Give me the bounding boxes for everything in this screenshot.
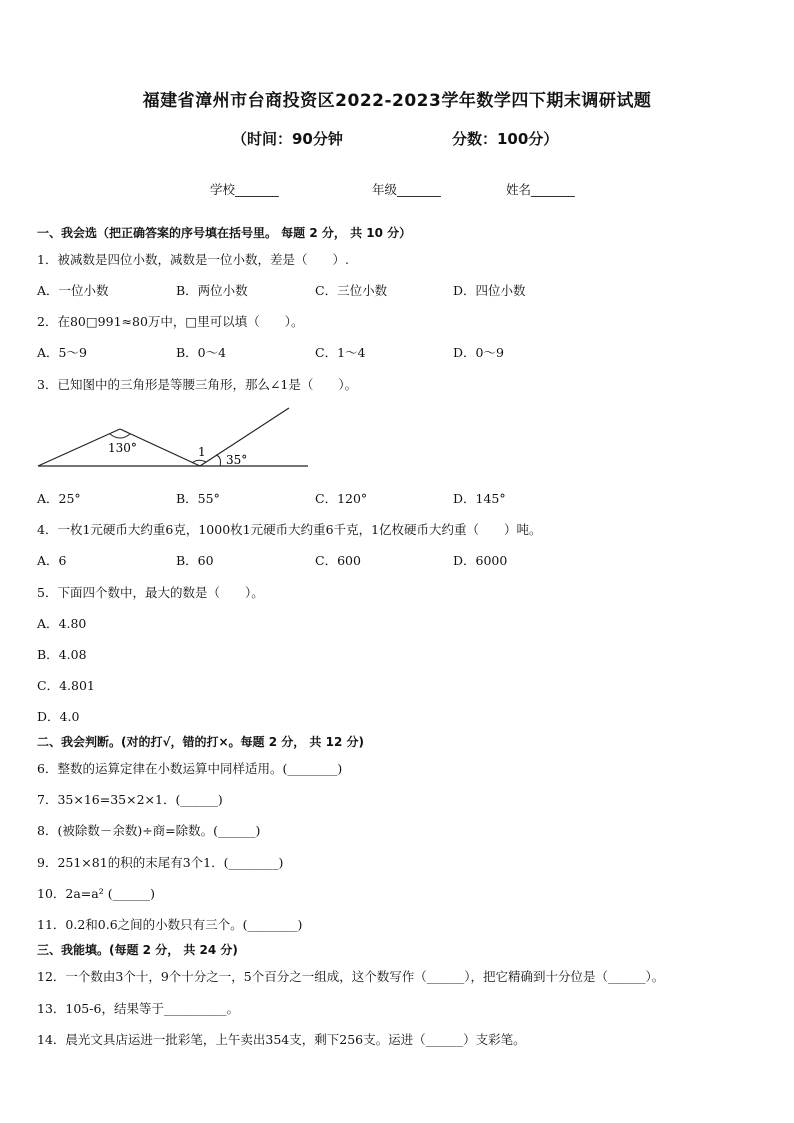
triangle-figure [30, 402, 320, 474]
question-14: 14．晨光文具店运进一批彩笔，上午卖出354支，剩下256支。运进（______）支彩笔。 [37, 1032, 526, 1047]
grade-field[interactable]: 年级_______ [372, 182, 441, 197]
question-5: 5．下面四个数中，最大的数是（ ）。 [37, 585, 264, 600]
question-10: 10．2a=a² (______) [37, 886, 155, 901]
question-9: 9．251×81的积的末尾有3个1．(________) [37, 855, 284, 870]
q5-option-b[interactable]: B．4.08 [37, 647, 87, 662]
question-4: 4．一枚1元硬币大约重6克，1000枚1元硬币大约重6千克，1亿枚硬币大约重（ ）吨。 [37, 522, 542, 537]
exam-time: （时间：90分钟 [232, 130, 343, 148]
q1-option-b[interactable]: B．两位小数 [176, 283, 248, 298]
q5-option-c[interactable]: C．4.801 [37, 678, 95, 693]
school-field[interactable]: 学校_______ [210, 182, 279, 197]
angle-35-label: 35° [226, 453, 248, 467]
q1-option-a[interactable]: A．一位小数 [37, 283, 109, 298]
question-7: 7．35×16=35×2×1．(______) [37, 792, 223, 807]
q2-option-d[interactable]: D．0～9 [453, 345, 504, 360]
question-11: 11．0.2和0.6之间的小数只有三个。(________) [37, 917, 303, 932]
q1-option-d[interactable]: D．四位小数 [453, 283, 526, 298]
exam-title: 福建省漳州市台商投资区2022-2023学年数学四下期末调研试题 [142, 91, 652, 111]
question-6: 6．整数的运算定律在小数运算中同样适用。(________) [37, 761, 343, 776]
angle-1-arc [192, 460, 206, 463]
q5-option-d[interactable]: D．4.0 [37, 709, 80, 724]
question-3: 3．已知图中的三角形是等腰三角形，那么∠1是（ ）。 [37, 377, 358, 392]
q4-option-b[interactable]: B．60 [176, 553, 214, 568]
question-13: 13．105-6，结果等于__________。 [37, 1001, 239, 1016]
q3-option-d[interactable]: D．145° [453, 491, 506, 506]
right-angle-arc [216, 455, 221, 466]
name-field[interactable]: 姓名_______ [506, 182, 575, 197]
question-2: 2．在80□991≈80万中，□里可以填（ ）。 [37, 314, 304, 329]
angle-130-label: 130° [108, 441, 137, 455]
top-angle-arc [110, 434, 130, 438]
q4-option-d[interactable]: D．6000 [453, 553, 508, 568]
q2-option-c[interactable]: C．1～4 [315, 345, 366, 360]
q3-option-c[interactable]: C．120° [315, 491, 368, 506]
q3-option-a[interactable]: A．25° [37, 491, 81, 506]
q1-option-c[interactable]: C．三位小数 [315, 283, 388, 298]
q4-option-c[interactable]: C．600 [315, 553, 361, 568]
q2-option-b[interactable]: B．0～4 [176, 345, 227, 360]
question-8: 8．(被除数－余数)÷商=除数。(______) [37, 823, 261, 838]
q3-option-b[interactable]: B．55° [176, 491, 220, 506]
question-12: 12．一个数由3个十，9个十分之一，5个百分之一组成，这个数写作（______），把它精确到十分位是（______）。 [37, 969, 665, 984]
q5-option-a[interactable]: A．4.80 [37, 616, 87, 631]
section2-heading: 二、我会判断。(对的打√，错的打×。每题 2 分， 共 12 分) [37, 735, 364, 749]
angle-1-label: 1 [198, 445, 206, 459]
q2-option-a[interactable]: A．5～9 [37, 345, 87, 360]
exam-score: 分数：100分） [452, 130, 559, 148]
section3-heading: 三、我能填。(每题 2 分， 共 24 分) [37, 943, 238, 957]
section1-heading: 一、我会选（把正确答案的序号填在括号里。 每题 2 分， 共 10 分） [37, 226, 412, 240]
question-1: 1．被减数是四位小数，减数是一位小数，差是（ ）. [37, 252, 349, 267]
q4-option-a[interactable]: A．6 [37, 553, 67, 568]
